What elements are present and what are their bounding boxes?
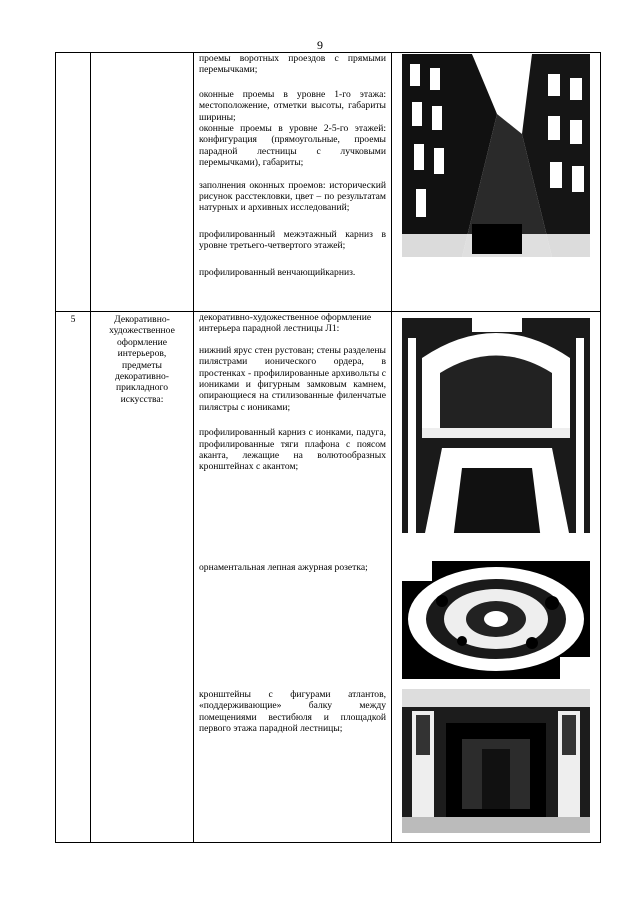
description-paragraph: профилированный карниз с ионками, падуга, профилированные тяги плафона с поясом аканта, лежащие на волютообразных кронштейнах с акантом;: [199, 427, 386, 473]
description-paragraph: заполнения оконных проемов: исторический рисунок расстекловки, цвет – по результатам натурных и архивных исследований;: [199, 179, 386, 214]
row-photo-cell: [392, 312, 601, 843]
heritage-table: [55, 52, 601, 843]
description-paragraph: нижний ярус стен рустован; стены разделены пилястрами ионического ордера, в простенках - профилированные архивольты с иониками и фигурным замковым камнем, опирающиеся на стилизованные филенчатые пилястры с иониками;: [199, 344, 386, 413]
vestibule-atlantes-photo: [402, 689, 590, 833]
table-row: [56, 312, 601, 843]
description-paragraph: проемы воротных проездов с прямыми перемычками;: [199, 53, 386, 76]
row-subject-cell: [91, 53, 194, 312]
row-subject-cell: [91, 312, 194, 843]
description-paragraph: декоративно-художественное оформление интерьера парадной лестницы Л1:: [199, 312, 372, 335]
description-paragraph: оконные проемы в уровне 1-го этажа: местоположение, отметки высоты, габариты ширины; оконные проемы в уровне 2-5-го этажей: конфигурация (прямоугольные, проемы парадной лестницы с лучковыми перемычками), габариты;: [199, 88, 386, 169]
row-number-cell: [56, 53, 91, 312]
staircase-interior-photo: [402, 318, 590, 548]
row-photo-cell: [392, 53, 601, 312]
description-paragraph: профилированный венчающийкарниз.: [199, 266, 356, 278]
page-number: 9: [317, 38, 323, 52]
description-paragraph: профилированный межэтажный карниз в уровне третьего-четвертого этажей;: [199, 228, 386, 252]
courtyard-facade-photo: [402, 54, 590, 257]
row-subject: [91, 53, 193, 55]
row-description-cell: [194, 312, 392, 843]
description-paragraph: кронштейны с фигурами атлантов, «поддерживающие» балку между помещениями вестибюля и площадкой первого этажа парадной лестницы;: [199, 689, 386, 735]
row-number: 5: [70, 314, 76, 325]
ceiling-rosette-photo: [402, 561, 590, 679]
row-description-cell: [194, 53, 392, 312]
description-paragraph: орнаментальная лепная ажурная розетка;: [199, 562, 368, 573]
row-number: [56, 53, 90, 55]
row-subject: Декоративно-художественное оформление интерьеров, предметы декоративно-прикладного искусства:: [109, 314, 175, 405]
table-row: [56, 53, 601, 312]
row-number-cell: [56, 312, 91, 843]
